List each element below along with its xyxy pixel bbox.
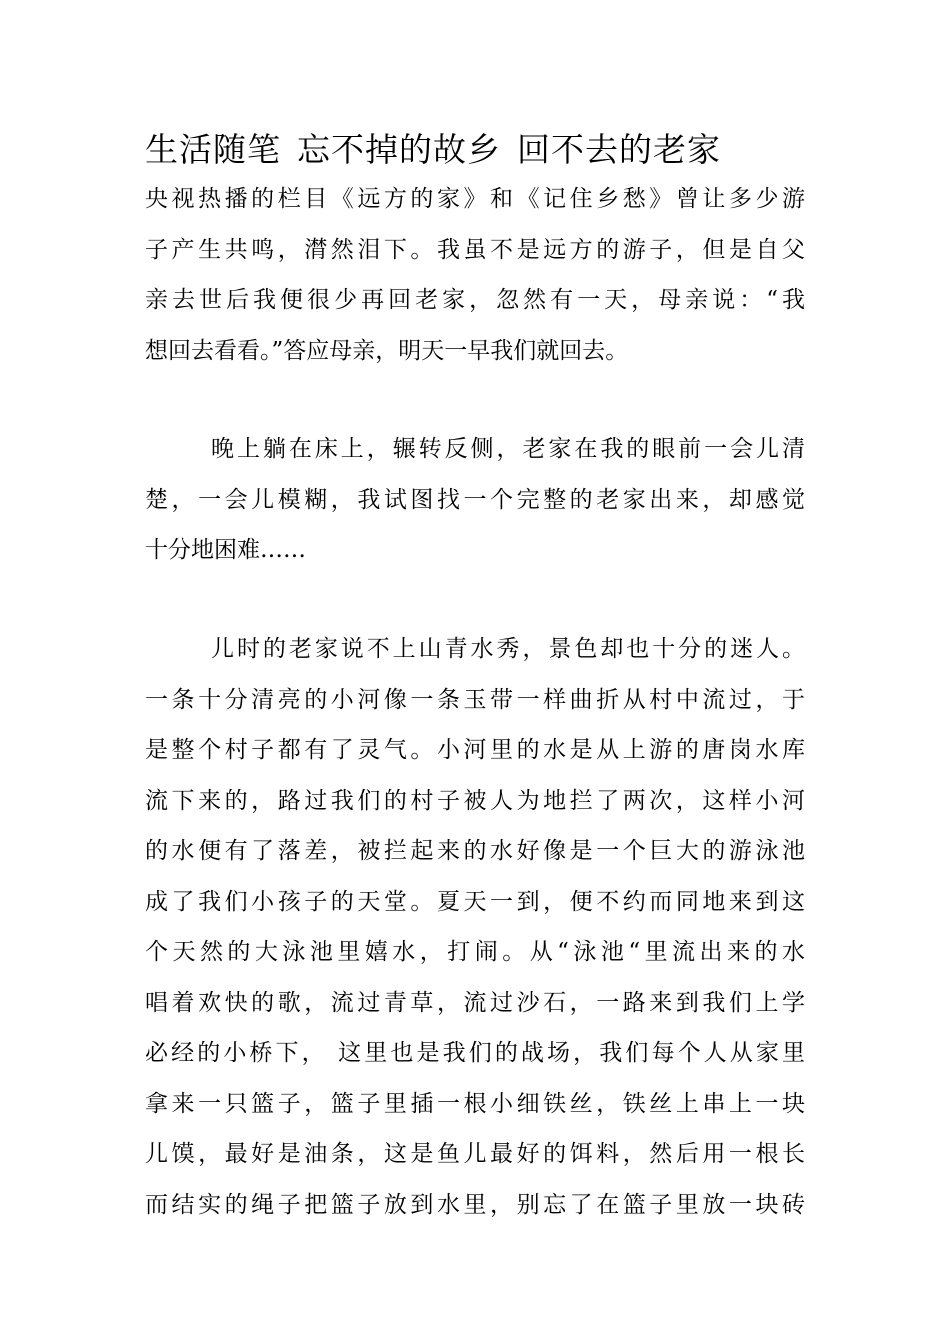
paragraph-line: 十分地困难…… — [145, 537, 306, 563]
paragraph-line: 晚上躺在床上，辗转反侧，老家在我的眼前一会儿清 — [211, 436, 805, 462]
paragraph-line: 必经的小桥下， 这里也是我们的战场，我们每个人从家里 — [145, 1040, 805, 1066]
paragraph-line: 一条十分清亮的小河像一条玉带一样曲折从村中流过，于 — [145, 686, 805, 713]
title-part-2: 忘不掉的故乡 — [297, 130, 501, 169]
paragraph-line: 亲去世后我便很少再回老家，忽然有一天，母亲说：“我 — [145, 287, 805, 313]
paragraph-line: 儿时的老家说不上山青水秀，景色却也十分的迷人。 — [211, 636, 805, 662]
paragraph-1 — [145, 174, 805, 376]
title-part-1: 生活随笔 — [145, 130, 281, 169]
paragraph-line: 成了我们小孩子的天堂。夏天一到，便不约而同地来到这 — [145, 888, 805, 915]
paragraph-3 — [145, 624, 805, 1230]
paragraph-line: 的水便有了落差，被拦起来的水好像是一个巨大的游泳池 — [145, 838, 805, 864]
paragraph-line: 儿馍，最好是油条，这是鱼儿最好的饵料，然后用一根长 — [145, 1141, 805, 1167]
paragraph-line: 拿来一只篮子，篮子里插一根小细铁丝，铁丝上串上一块 — [145, 1090, 805, 1117]
paragraph-line: 是整个村子都有了灵气。小河里的水是从上游的唐岗水库 — [145, 737, 805, 763]
document-title — [145, 126, 805, 174]
paragraph-line: 央视热播的栏目《远方的家》和《记住乡愁》曾让多少游 — [145, 186, 805, 212]
paragraph-line: 唱着欢快的歌，流过青草，流过沙石，一路来到我们上学 — [145, 989, 805, 1016]
paragraph-line: 子产生共鸣，潸然泪下。我虽不是远方的游子，但是自父 — [145, 236, 805, 263]
paragraph-line: 流下来的，路过我们的村子被人为地拦了两次，这样小河 — [145, 787, 805, 814]
paragraph-line: 个天然的大泳池里嬉水，打闹。从“泳池“里流出来的水 — [145, 939, 805, 965]
title-part-3: 回不去的老家 — [517, 130, 721, 169]
paragraph-line: 想回去看看。”答应母亲，明天一早我们就回去。 — [145, 337, 629, 364]
paragraph-line: 而结实的绳子把篮子放到水里，别忘了在篮子里放一块砖 — [145, 1191, 805, 1218]
paragraph-line: 楚，一会儿模糊，我试图找一个完整的老家出来，却感觉 — [145, 486, 805, 513]
paragraph-2 — [145, 424, 805, 576]
